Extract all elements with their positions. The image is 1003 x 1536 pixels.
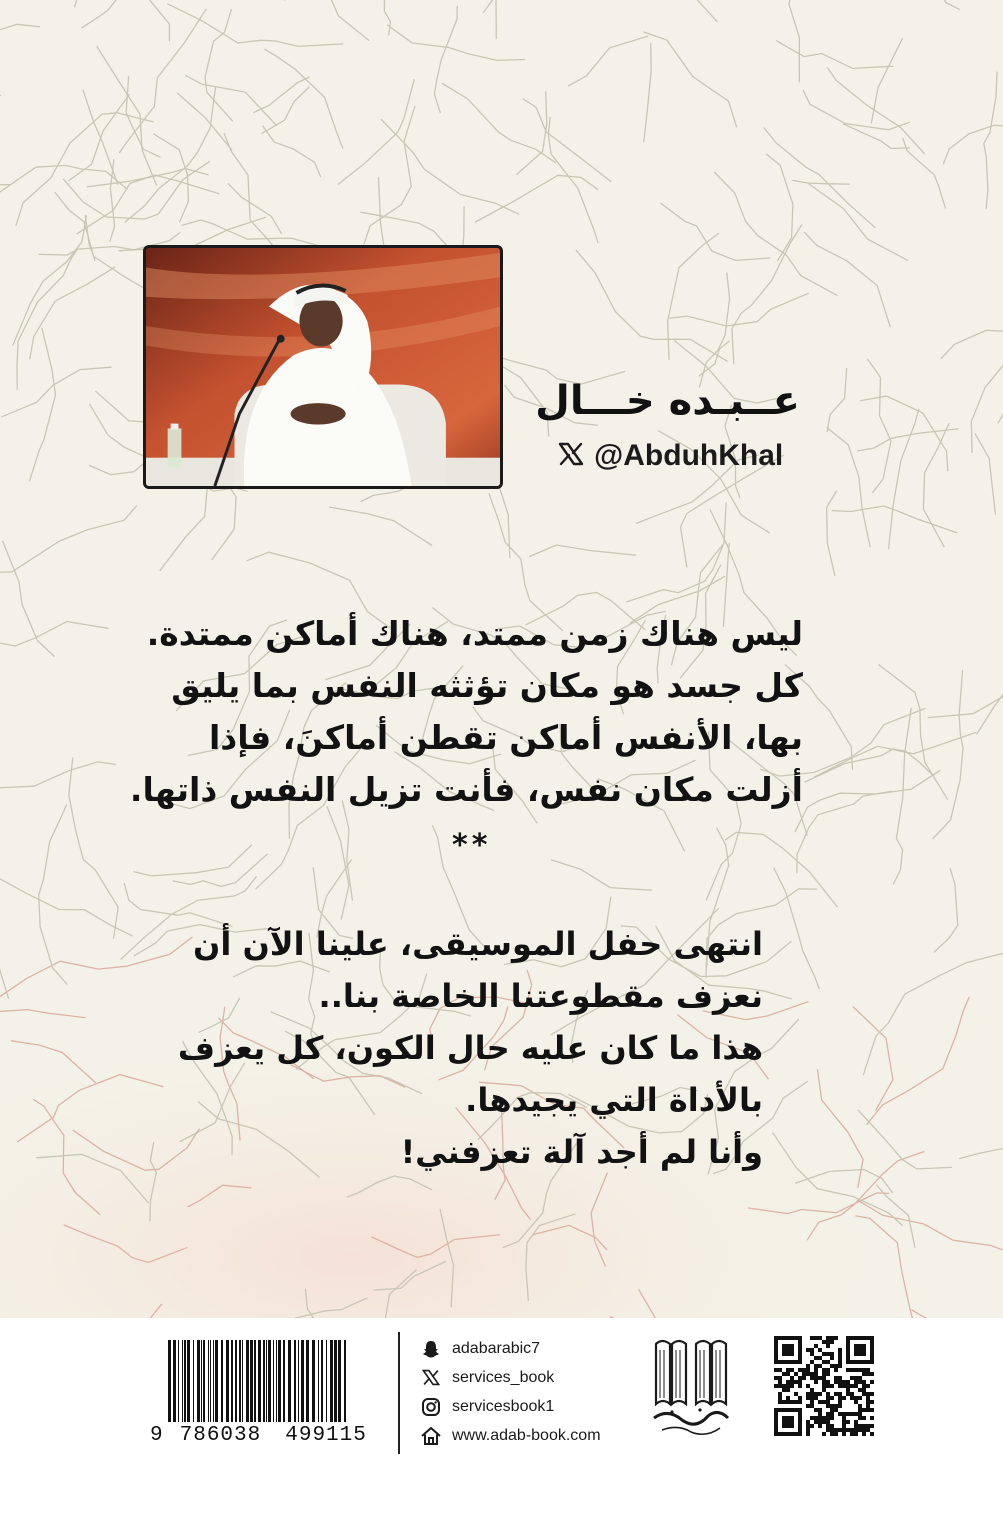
author-twitter-handle[interactable] xyxy=(558,436,783,476)
blurb-paragraph-2 xyxy=(178,918,763,1178)
blurb-line: أزلت مكان نفس، فأنت تزيل النفس ذاتها. xyxy=(129,770,803,809)
publisher-social-links xyxy=(420,1334,640,1450)
social-label: services_book xyxy=(452,1368,555,1386)
author-name: عــبـده خـــال xyxy=(535,378,800,424)
isbn-group-2: 499115 xyxy=(285,1424,367,1447)
back-cover-footer xyxy=(0,1318,1003,1536)
social-website[interactable] xyxy=(420,1421,640,1450)
blurb-line: انتهى حفل الموسيقى، علينا الآن أن xyxy=(193,925,763,963)
social-x[interactable] xyxy=(420,1363,640,1392)
x-logo-icon xyxy=(558,442,584,470)
blurb-line: بها، الأنفس أماكن تقطن أماكنَ، فإذا xyxy=(208,718,803,757)
snapchat-icon xyxy=(420,1338,442,1360)
separator: ** xyxy=(452,828,492,863)
social-label: servicesbook1 xyxy=(452,1397,555,1415)
home-icon xyxy=(420,1425,442,1447)
blurb-line: هذا ما كان عليه حال الكون، كل يعزف xyxy=(177,1029,763,1067)
blurb-line: وأنا لم أجد آلة تعزفني! xyxy=(400,1133,763,1171)
author-photo xyxy=(143,245,503,489)
handle-text: @AbduhKhal xyxy=(594,439,784,472)
blurb-line: بالأداة التي يجيدها. xyxy=(465,1081,763,1119)
social-instagram[interactable] xyxy=(420,1392,640,1421)
barcode-bars xyxy=(168,1340,348,1422)
isbn-barcode xyxy=(150,1340,367,1450)
footer-divider xyxy=(398,1332,400,1454)
instagram-icon xyxy=(420,1396,442,1418)
social-label: adabarabic7 xyxy=(452,1339,541,1357)
blurb-line: كل جسد هو مكان تؤثثه النفس بما يليق xyxy=(171,666,803,705)
social-label: www.adab-book.com xyxy=(452,1426,601,1444)
x-icon xyxy=(420,1367,442,1389)
blurb-paragraph-1 xyxy=(130,608,803,816)
publisher-logo xyxy=(648,1334,734,1446)
blurb-line: نعزف مقطوعتنا الخاصة بنا.. xyxy=(318,977,763,1015)
blurb-line: ليس هناك زمن ممتد، هناك أماكن ممتدة. xyxy=(146,614,803,653)
isbn-lead: 9 xyxy=(150,1424,164,1447)
isbn-number xyxy=(150,1424,367,1447)
isbn-group-1: 786038 xyxy=(179,1424,262,1447)
qr-code xyxy=(774,1336,874,1436)
social-snapchat[interactable] xyxy=(420,1334,640,1363)
